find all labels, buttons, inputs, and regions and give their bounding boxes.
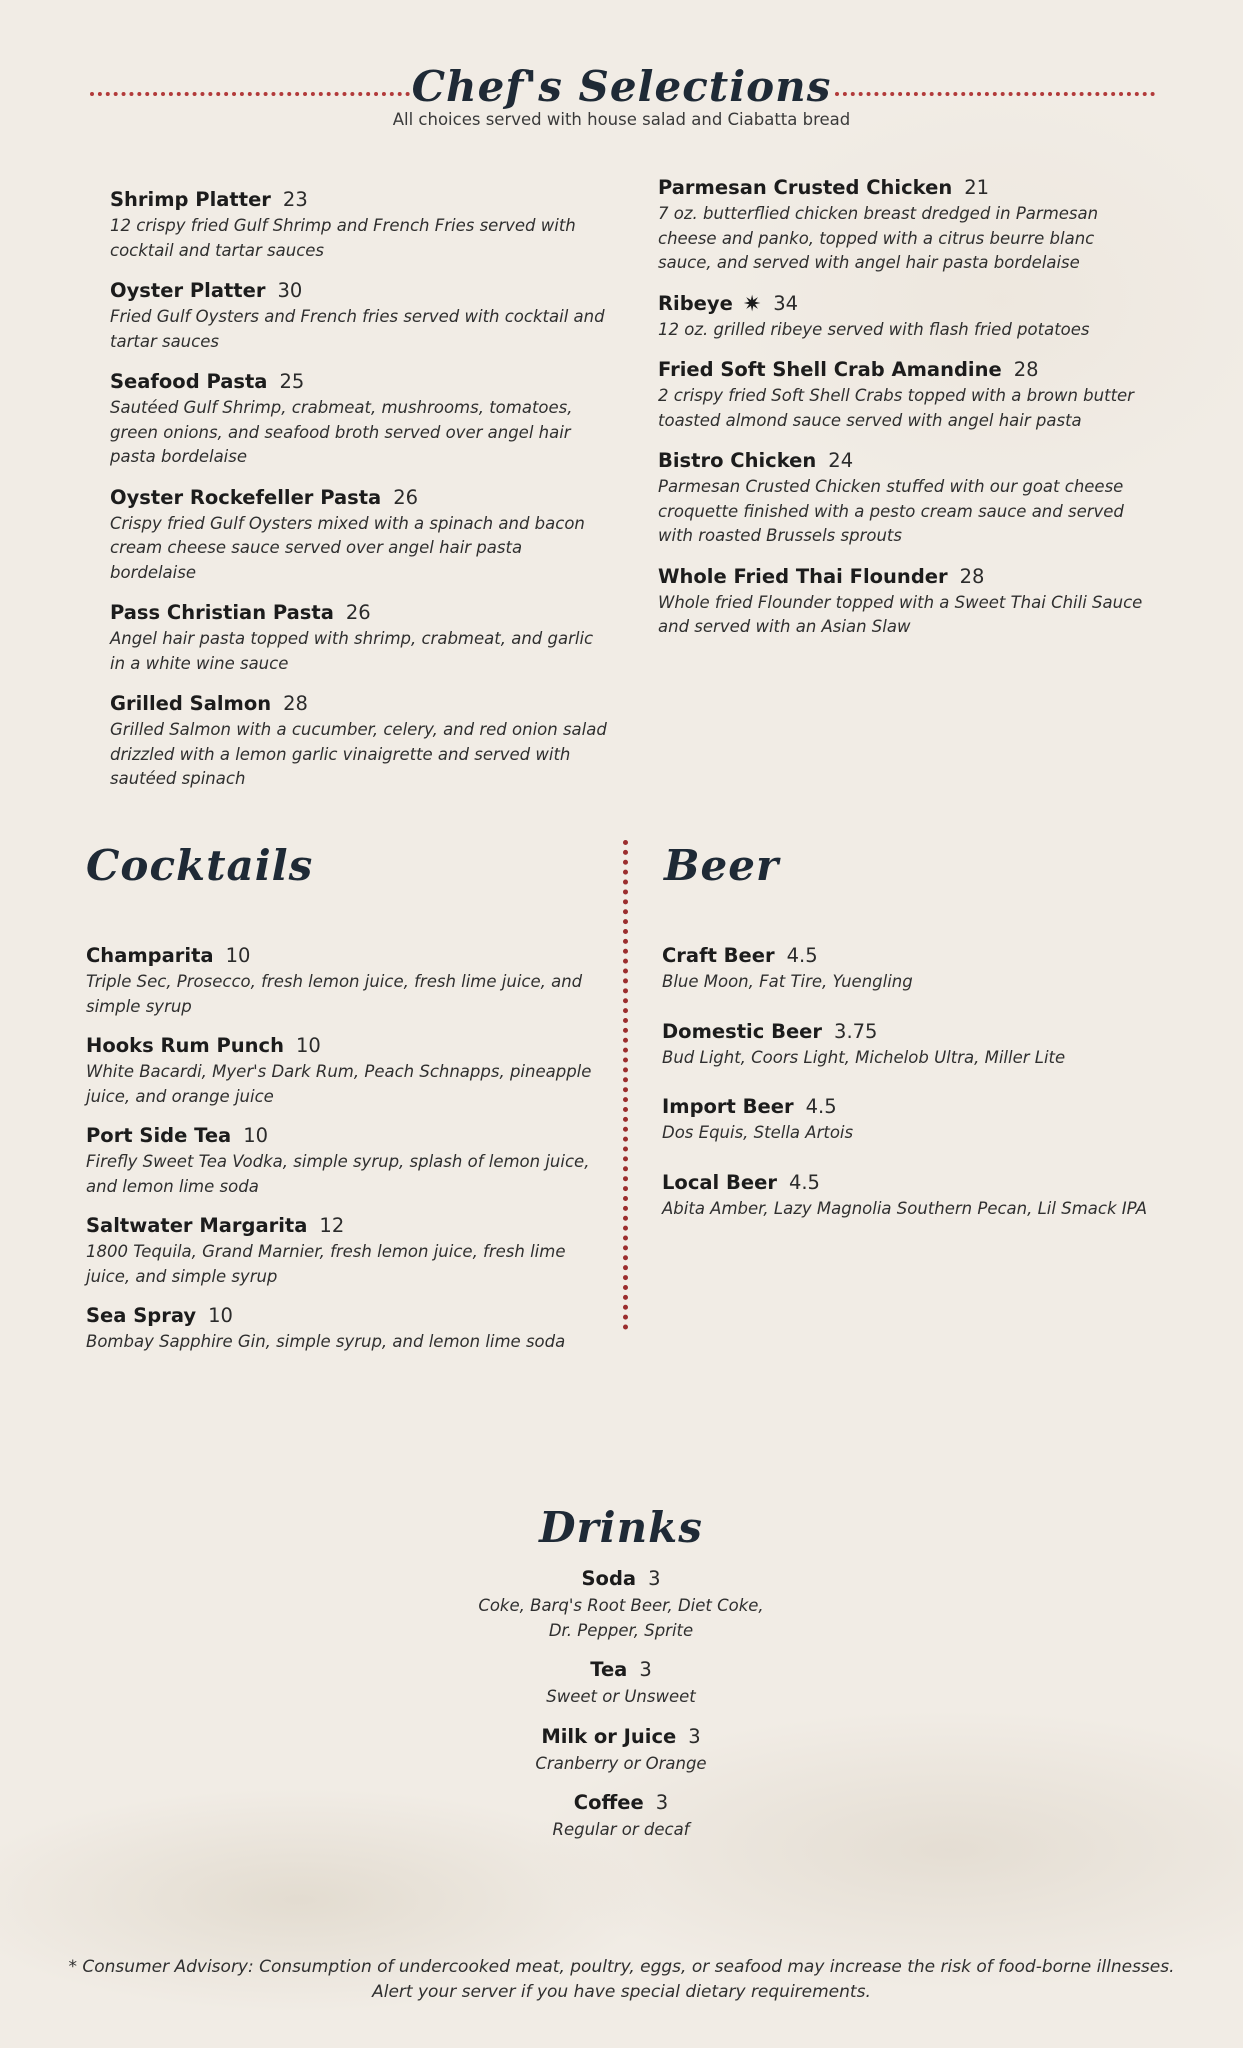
- menu-item-price: 4.5: [788, 1170, 820, 1194]
- cocktails-title: Cocktails: [86, 841, 314, 890]
- menu-item-name: Craft Beer: [662, 944, 775, 967]
- drinks-list: [371, 1564, 871, 1855]
- menu-item-name: Milk or Juice: [541, 1724, 677, 1748]
- menu-item-name: Hooks Rum Punch: [86, 1034, 284, 1057]
- menu-item-price: 25: [279, 370, 305, 393]
- menu-item-header: [371, 1722, 871, 1752]
- menu-item-header: [110, 690, 610, 718]
- menu-item-name: Champarita: [86, 944, 214, 967]
- menu-item-name: Parmesan Crusted Chicken: [658, 176, 953, 199]
- menu-item-header: [110, 368, 610, 396]
- menu-item-header: [658, 356, 1148, 384]
- menu-item: [86, 942, 606, 1019]
- menu-item-description: Dos Equis, Stella Artois: [662, 1123, 854, 1142]
- menu-item-price: 3.75: [834, 1019, 878, 1043]
- menu-item-header: [86, 1122, 606, 1150]
- section-divider-vertical: [623, 840, 628, 1330]
- menu-item: [371, 1564, 871, 1643]
- menu-item-description: Cranberry or Orange: [535, 1753, 707, 1773]
- header-divider-right: [835, 92, 1155, 96]
- menu-item: [110, 277, 610, 354]
- menu-item-price: 4.5: [805, 1095, 837, 1118]
- menu-item-header: [371, 1788, 871, 1818]
- menu-item: [658, 356, 1148, 433]
- menu-item-header: [86, 942, 606, 970]
- menu-item-price: 30: [277, 279, 303, 302]
- menu-item-description: Triple Sec, Prosecco, fresh lemon juice, fresh lime juice, and simple syrup: [86, 972, 583, 1016]
- cocktails-list: [86, 942, 606, 1368]
- menu-item-name: Pass Christian Pasta: [110, 601, 334, 624]
- menu-item-description: Angel hair pasta topped with shrimp, crabmeat, and garlic in a white wine sauce: [110, 629, 594, 673]
- menu-item-header: [110, 277, 610, 305]
- menu-item: [658, 447, 1148, 549]
- menu-item-price: 34: [773, 291, 799, 315]
- menu-item: [86, 1212, 606, 1289]
- menu-item-name: Grilled Salmon: [110, 692, 272, 715]
- menu-item-price: 12: [319, 1214, 345, 1237]
- menu-item-description: Sautéed Gulf Shrimp, crabmeat, mushrooms, tomatoes, green onions, and seafood broth served over angel hair pasta bordelaise: [110, 398, 573, 466]
- menu-item-header: [662, 1169, 1182, 1197]
- drinks-title: Drinks: [539, 1503, 703, 1552]
- menu-item-header: [110, 599, 610, 627]
- menu-item-price: 28: [1013, 358, 1039, 381]
- menu-item: [658, 563, 1148, 640]
- menu-item-description: Fried Gulf Oysters and French fries served with cocktail and tartar sauces: [110, 307, 605, 351]
- menu-item-description: Blue Moon, Fat Tire, Yuengling: [662, 972, 913, 991]
- menu-item-header: [658, 174, 1148, 202]
- menu-item-header: [662, 1093, 1182, 1121]
- menu-item-header: [371, 1655, 871, 1685]
- menu-item-description: Bud Light, Coors Light, Michelob Ultra, Miller Lite: [662, 1047, 1066, 1067]
- consumer-advisory: [40, 1955, 1203, 2005]
- chefs-left-column: [110, 186, 610, 806]
- menu-item-name: Local Beer: [662, 1170, 777, 1194]
- menu-item-price: 26: [345, 601, 371, 624]
- menu-item-price: 21: [964, 176, 990, 199]
- menu-item: [371, 1722, 871, 1777]
- menu-item-name: Oyster Platter: [110, 279, 266, 302]
- menu-item-description: 12 crispy fried Gulf Shrimp and French Fries served with cocktail and tartar sauces: [110, 216, 576, 260]
- menu-item-header: [658, 290, 1148, 318]
- menu-item-description: 7 oz. butterflied chicken breast dredged in Parmesan cheese and panko, topped with a citrus beurre blanc sauce, and served with angel hair pasta bordelaise: [658, 204, 1099, 272]
- advisory-line-2: Alert your server if you have special dietary requirements.: [372, 1982, 871, 2002]
- menu-item-header: [658, 563, 1148, 591]
- menu-item-header: [86, 1302, 606, 1330]
- beer-list: [662, 942, 1182, 1244]
- menu-item: [110, 484, 610, 586]
- menu-item: [658, 290, 1148, 343]
- chefs-selections-title: Chef's Selections: [411, 62, 832, 111]
- menu-item-price: 10: [208, 1304, 233, 1327]
- menu-item-price: 4.5: [786, 944, 818, 967]
- menu-item: [371, 1655, 871, 1710]
- menu-item-name: Shrimp Platter: [110, 188, 271, 211]
- menu-item-description: Coke, Barq's Root Beer, Diet Coke,: [478, 1596, 764, 1615]
- menu-item-name: Coffee: [573, 1791, 644, 1814]
- star-icon: ✷: [742, 291, 762, 317]
- menu-item-header: [86, 1212, 606, 1240]
- menu-item-description: 2 crispy fried Soft Shell Crabs topped with a brown butter toasted almond sauce served with angel hair pasta: [658, 386, 1134, 430]
- menu-item-price: 10: [243, 1124, 269, 1147]
- menu-item-description: Parmesan Crusted Chicken stuffed with our goat cheese croquette finished with a pesto cream sauce and served with roasted Brussels sprouts: [658, 477, 1124, 545]
- menu-item-description: White Bacardi, Myer's Dark Rum, Peach Schnapps, pineapple juice, and orange juice: [86, 1062, 592, 1106]
- menu-item: [662, 1093, 1182, 1146]
- menu-item-price: 28: [959, 564, 985, 588]
- menu-item-name: Soda: [581, 1567, 637, 1590]
- menu-item: [658, 174, 1148, 276]
- menu-item: [371, 1788, 871, 1843]
- menu-item-price: 3: [655, 1791, 669, 1814]
- menu-item-description: Dr. Pepper, Sprite: [548, 1620, 694, 1640]
- menu-item-name: Tea: [590, 1658, 628, 1681]
- menu-item-name: Whole Fried Thai Flounder: [658, 564, 948, 588]
- menu-item: [86, 1032, 606, 1109]
- menu-item-name: Ribeye: [658, 291, 733, 315]
- header-divider-left: [90, 92, 410, 96]
- menu-item-name: Import Beer: [662, 1095, 794, 1118]
- menu-item-description: Bombay Sapphire Gin, simple syrup, and lemon lime soda: [86, 1332, 566, 1351]
- menu-item: [110, 186, 610, 263]
- chefs-selections-subtitle: All choices served with house salad and Ciabatta bread: [392, 110, 851, 129]
- menu-item-price: 3: [688, 1724, 701, 1748]
- menu-item-description: Sweet or Unsweet: [546, 1687, 696, 1706]
- menu-item-header: [662, 1018, 1182, 1046]
- menu-item-description: 12 oz. grilled ribeye served with flash fried potatoes: [658, 319, 1090, 339]
- menu-item-price: 28: [283, 692, 308, 715]
- chefs-right-column: [658, 174, 1148, 654]
- menu-item: [662, 1169, 1182, 1222]
- menu-item-price: 10: [225, 944, 251, 967]
- menu-item-price: 3: [648, 1567, 661, 1590]
- menu-item-name: Bistro Chicken: [658, 449, 817, 472]
- menu-item-name: Saltwater Margarita: [86, 1214, 308, 1237]
- menu-item-description: Grilled Salmon with a cucumber, celery, and red onion salad drizzled with a lemon garlic vinaigrette and served with sautéed spinach: [110, 720, 607, 788]
- menu-item-name: Oyster Rockefeller Pasta: [110, 485, 382, 509]
- menu-item-header: [86, 1032, 606, 1060]
- menu-item-header: [110, 484, 610, 512]
- menu-item-description: Firefly Sweet Tea Vodka, simple syrup, splash of lemon juice, and lemon lime soda: [86, 1152, 590, 1196]
- menu-item-name: Sea Spray: [86, 1304, 197, 1327]
- menu-item: [86, 1302, 606, 1355]
- beer-title: Beer: [664, 841, 780, 890]
- menu-item-description: Whole fried Flounder topped with a Sweet Thai Chili Sauce and served with an Asian Slaw: [658, 592, 1143, 636]
- menu-item-description: Crispy fried Gulf Oysters mixed with a spinach and bacon cream cheese sauce served over angel hair pasta bordelaise: [110, 513, 585, 582]
- menu-item-description: 1800 Tequila, Grand Marnier, fresh lemon juice, fresh lime juice, and simple syrup: [86, 1242, 566, 1286]
- menu-item-header: [371, 1564, 871, 1594]
- menu-item-price: 10: [295, 1034, 321, 1057]
- menu-item-price: 3: [639, 1658, 652, 1681]
- menu-item-price: 24: [828, 449, 854, 472]
- menu-item-name: Domestic Beer: [662, 1019, 823, 1043]
- menu-item-name: Port Side Tea: [86, 1124, 232, 1147]
- menu-item-price: 26: [393, 485, 419, 509]
- menu-item-description: Abita Amber, Lazy Magnolia Southern Pecan, Lil Smack IPA: [662, 1198, 1148, 1218]
- menu-item: [662, 1018, 1182, 1071]
- menu-item-name: Seafood Pasta: [110, 370, 268, 393]
- menu-item: [662, 942, 1182, 995]
- menu-item: [110, 368, 610, 470]
- advisory-line-1: * Consumer Advisory: Consumption of undercooked meat, poultry, eggs, or seafood may increase the risk of food-borne illnesses.: [68, 1957, 1175, 1977]
- menu-item-header: [658, 447, 1148, 475]
- menu-item: [110, 599, 610, 676]
- menu-item: [86, 1122, 606, 1199]
- menu-item-name: Fried Soft Shell Crab Amandine: [658, 358, 1002, 381]
- menu-item-description: Regular or decaf: [552, 1820, 690, 1839]
- menu-item-header: [662, 942, 1182, 970]
- menu-item-header: [110, 186, 610, 214]
- menu-item: [110, 690, 610, 792]
- menu-item-price: 23: [282, 188, 308, 211]
